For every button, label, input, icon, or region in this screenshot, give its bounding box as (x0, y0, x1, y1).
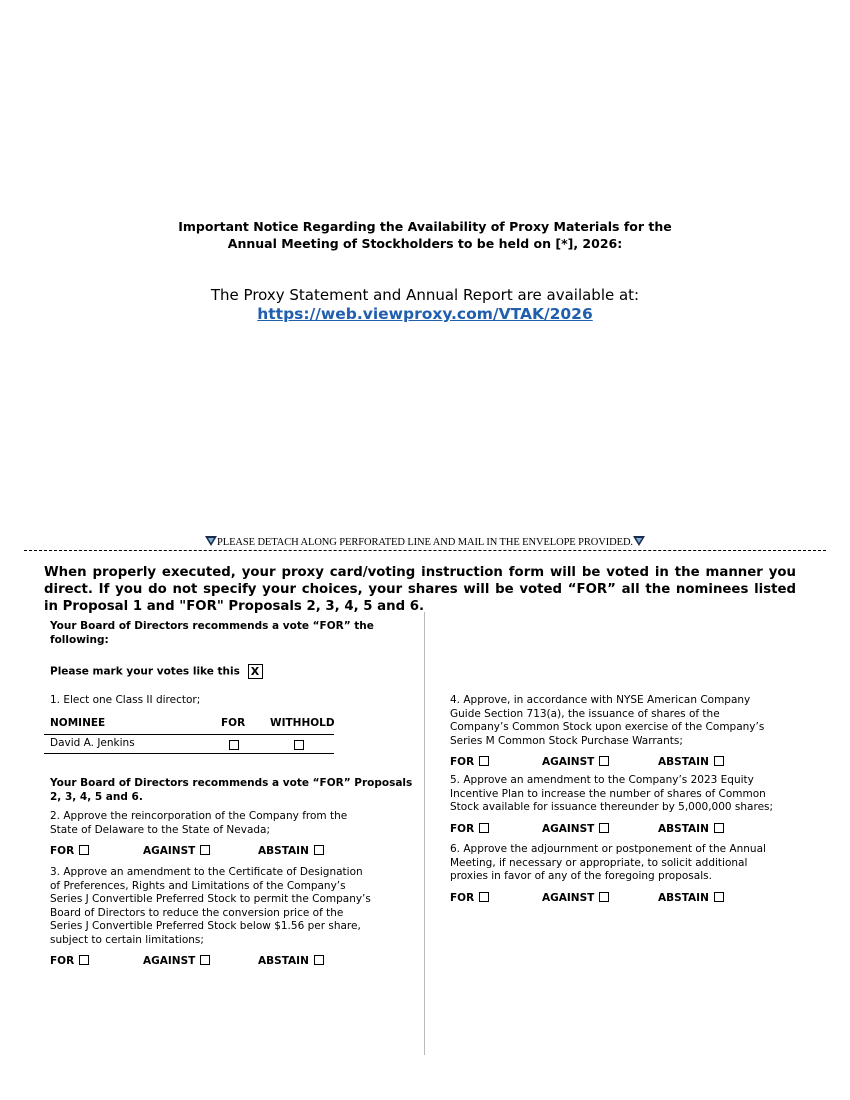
p4-against-option[interactable] (542, 756, 609, 768)
checkbox[interactable] (200, 845, 210, 855)
checkbox[interactable] (79, 845, 89, 855)
p2-abstain-option[interactable] (258, 845, 324, 857)
board-recommendation-2 (50, 777, 412, 804)
withhold-header: WITHHOLD (270, 717, 335, 729)
mark-example (50, 664, 263, 679)
proposal-2-text (50, 810, 347, 837)
checkbox[interactable] (200, 955, 210, 965)
proposal-line: Series M Common Stock Purchase Warrants; (450, 734, 683, 747)
availability-text: The Proxy Statement and Annual Report are available at: (210, 286, 640, 304)
nominee-withhold-checkbox[interactable] (294, 740, 304, 750)
column-divider (424, 612, 425, 1055)
for-header: FOR (221, 717, 246, 729)
voting-instruction-paragraph: When properly executed, your proxy card/voting instruction form will be voted in the manner you direct. If you do not specify your choices, your shares will be voted “FOR” all the nominees listed in Proposal 1 and "FOR" Proposals 2, 3, 4, 5 and 6. (44, 565, 796, 614)
checkbox[interactable] (79, 955, 89, 965)
p4-abstain-option[interactable] (658, 756, 724, 768)
down-arrow-icon (205, 536, 217, 546)
notice-line-2: Annual Meeting of Stockholders to be held on [*], 2026: (227, 236, 623, 251)
option-label: ABSTAIN (258, 955, 309, 967)
p2-against-option[interactable] (143, 845, 210, 857)
proposal-line: Series J Convertible Preferred Stock to permit the Company’s (50, 893, 371, 905)
p5-against-option[interactable] (542, 823, 609, 835)
proposal-5-text (450, 774, 773, 815)
checkbox[interactable] (314, 845, 324, 855)
board-rec-line: Your Board of Directors recommends a vote “FOR” Proposals (50, 777, 413, 789)
proposal-line: 2. Approve the reincorporation of the Company from the (50, 810, 348, 822)
mark-example-label: Please mark your votes like this (50, 665, 240, 678)
proposal-line: proxies in favor of any of the foregoing proposals. (450, 870, 712, 882)
proposal-line: 6. Approve the adjournment or postponement of the Annual (450, 843, 766, 855)
option-label: ABSTAIN (658, 756, 709, 768)
option-label: AGAINST (143, 845, 196, 857)
notice-line-1: Important Notice Regarding the Availability of Proxy Materials for the (178, 219, 672, 234)
option-label: ABSTAIN (658, 823, 709, 835)
board-rec-line: following: (50, 633, 109, 646)
perforated-line (24, 550, 826, 551)
proposal-6-text (450, 843, 766, 884)
detach-instruction (0, 536, 850, 548)
nominee-name: David A. Jenkins (50, 737, 135, 749)
proxy-materials-link[interactable]: https://web.viewproxy.com/VTAK/2026 (257, 305, 593, 323)
proposal-3-text (50, 866, 371, 947)
option-label: FOR (50, 955, 75, 967)
proposal-line: Incentive Plan to increase the number of shares of Common (450, 787, 766, 800)
p5-for-option[interactable] (450, 823, 489, 835)
availability-notice (0, 218, 850, 252)
checkbox[interactable] (599, 892, 609, 902)
proposal-line: Series J Convertible Preferred Stock below $1.56 per share, (50, 920, 361, 932)
p4-for-option[interactable] (450, 756, 489, 768)
checkbox[interactable] (714, 756, 724, 766)
p3-against-option[interactable] (143, 955, 210, 967)
checkbox[interactable] (599, 756, 609, 766)
proposal-line: of Preferences, Rights and Limitations of the Company’s (50, 879, 346, 892)
p6-abstain-option[interactable] (658, 892, 724, 904)
option-label: AGAINST (542, 823, 595, 835)
p5-abstain-option[interactable] (658, 823, 724, 835)
p6-for-option[interactable] (450, 892, 489, 904)
proposal-line: Guide Section 713(a), the issuance of shares of the (450, 707, 720, 720)
proposal-1-text: 1. Elect one Class II director; (50, 694, 201, 706)
option-label: FOR (450, 823, 475, 835)
table-rule (44, 734, 334, 735)
down-arrow-icon (633, 536, 645, 546)
mark-example-box: X (248, 664, 263, 679)
proposal-line: 5. Approve an amendment to the Company’s 2023 Equity (450, 774, 754, 786)
proposal-line: Stock available for issuance thereunder by 5,000,000 shares; (450, 801, 774, 813)
p3-for-option[interactable] (50, 955, 89, 967)
checkbox[interactable] (479, 892, 489, 902)
board-rec-line: 2, 3, 4, 5 and 6. (50, 790, 143, 803)
checkbox[interactable] (714, 892, 724, 902)
proposal-line: Meeting, if necessary or appropriate, to solicit additional (450, 856, 748, 869)
detach-text: PLEASE DETACH ALONG PERFORATED LINE AND MAIL IN THE ENVELOPE PROVIDED. (217, 537, 633, 548)
proposal-line: 4. Approve, in accordance with NYSE American Company (450, 694, 751, 706)
p3-abstain-option[interactable] (258, 955, 324, 967)
option-label: ABSTAIN (258, 845, 309, 857)
option-label: FOR (450, 756, 475, 768)
checkbox[interactable] (479, 823, 489, 833)
nominee-for-checkbox[interactable] (229, 740, 239, 750)
p2-for-option[interactable] (50, 845, 89, 857)
proposal-line: 3. Approve an amendment to the Certificate of Designation (50, 866, 363, 878)
option-label: ABSTAIN (658, 892, 709, 904)
checkbox[interactable] (479, 756, 489, 766)
option-label: AGAINST (542, 756, 595, 768)
table-rule (44, 753, 334, 754)
p6-against-option[interactable] (542, 892, 609, 904)
option-label: FOR (50, 845, 75, 857)
checkbox[interactable] (314, 955, 324, 965)
proposal-line: subject to certain limitations; (50, 933, 204, 946)
checkbox[interactable] (714, 823, 724, 833)
option-label: FOR (450, 892, 475, 904)
availability-block (0, 286, 850, 324)
proposal-line: State of Delaware to the State of Nevada; (50, 823, 271, 836)
proposal-line: Board of Directors to reduce the conversion price of the (50, 906, 344, 919)
proposal-4-text (450, 694, 764, 748)
nominee-header: NOMINEE (50, 717, 106, 729)
checkbox[interactable] (599, 823, 609, 833)
board-recommendation-1 (50, 620, 374, 647)
proposal-line: Company’s Common Stock upon exercise of the Company’s (450, 721, 765, 733)
option-label: AGAINST (143, 955, 196, 967)
option-label: AGAINST (542, 892, 595, 904)
board-rec-line: Your Board of Directors recommends a vote “FOR” the (50, 620, 374, 632)
